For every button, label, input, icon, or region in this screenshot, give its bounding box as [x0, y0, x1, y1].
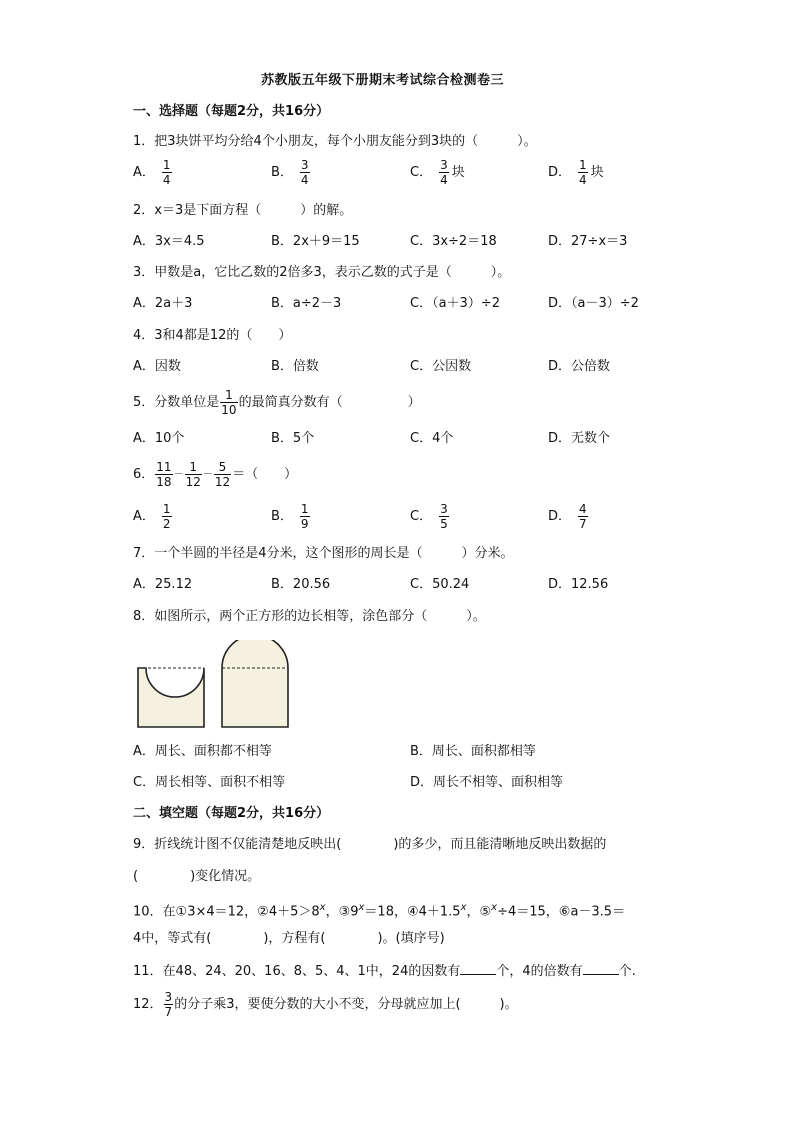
numerator: 3 [164, 990, 173, 1004]
fraction [300, 502, 310, 531]
question-9-line-2: ( )变化情况。 [133, 869, 261, 884]
question-4-option-b[interactable]: B．倍数 [271, 359, 319, 374]
question-4-stem: 4．3和4都是12的（ ） [133, 328, 292, 343]
question-8-figure [135, 640, 295, 730]
numerator: 1 [579, 158, 587, 172]
question-10-line-1 [133, 900, 625, 920]
fraction [155, 460, 172, 489]
question-6-option-b[interactable] [271, 502, 311, 531]
question-1-stem: 1．把3块饼平均分给4个小朋友，每个小朋友能分到3块的（ ）。 [133, 134, 537, 149]
option-label: A． [133, 164, 155, 180]
fraction [164, 990, 174, 1019]
question-6-post: ＝（ ） [232, 466, 298, 482]
option-label: B． [271, 508, 293, 524]
minus-sign: － [202, 468, 213, 480]
question-1-option-d[interactable] [548, 158, 604, 187]
fraction [578, 158, 588, 187]
q11-pre: 11．在48、24、20、16、8、5、4、1中，24的因数有 [133, 964, 461, 979]
q10-part: 10．在①3×4＝12，②4＋5＞8 [133, 904, 320, 920]
question-7-option-c[interactable]: C．50.24 [410, 577, 470, 592]
question-2-option-b[interactable]: B．2x＋9＝15 [271, 234, 360, 249]
section-heading-choice: 一、选择题（每题2分，共16分） [133, 104, 330, 119]
question-7-option-d[interactable]: D．12.56 [548, 577, 609, 592]
denominator: 4 [579, 173, 587, 187]
question-5-option-c[interactable]: C．4个 [410, 431, 454, 446]
section-heading-fill-in: 二、填空题（每题2分，共16分） [133, 806, 330, 821]
option-unit: 块 [590, 164, 604, 180]
q10-part: ，⑤ [466, 904, 492, 920]
denominator: 18 [156, 475, 172, 489]
fraction [162, 502, 172, 531]
denominator: 4 [440, 173, 448, 187]
option-label: C． [410, 508, 433, 524]
variable-x: x [319, 902, 326, 913]
minus-sign: － [173, 468, 184, 480]
question-1-option-c[interactable] [410, 158, 465, 187]
denominator: 5 [440, 517, 448, 531]
question-6-option-c[interactable] [410, 502, 450, 531]
question-7-option-b[interactable]: B．20.56 [271, 577, 331, 592]
fraction [439, 502, 449, 531]
question-4-option-c[interactable]: C．公因数 [410, 359, 472, 374]
variable-x: x [491, 902, 498, 913]
question-4-option-a[interactable]: A．因数 [133, 359, 181, 374]
question-4-option-d[interactable]: D．公倍数 [548, 359, 611, 374]
denominator: 7 [164, 1005, 173, 1019]
question-7-option-a[interactable]: A．25.12 [133, 577, 193, 592]
numerator: 1 [220, 388, 237, 403]
question-2-stem: 2．x＝3是下面方程（ ）的解。 [133, 203, 353, 218]
answer-blank[interactable] [460, 962, 496, 975]
q11-mid: 个，4的倍数有 [496, 964, 583, 979]
q12-post: 的分子乘3，要使分数的大小不变，分母就应加上( )。 [174, 996, 518, 1012]
question-5-post: 的最简真分数有（ ） [238, 394, 421, 410]
question-1-option-b[interactable] [271, 158, 311, 187]
q10-part: ÷4＝15，⑥a－3.5＝ [497, 904, 626, 920]
fraction [185, 460, 202, 489]
option-unit: 块 [451, 164, 465, 180]
shaded-square-with-dome [222, 640, 288, 727]
question-11 [133, 962, 636, 980]
option-label: D． [548, 508, 572, 524]
question-8-option-d[interactable]: D．周长不相等、面积相等 [410, 775, 564, 790]
denominator: 12 [185, 475, 201, 489]
numerator: 1 [300, 502, 309, 516]
question-1-option-a[interactable] [133, 158, 173, 187]
fraction [578, 502, 588, 531]
question-5-option-d[interactable]: D．无数个 [548, 431, 611, 446]
question-2-option-c[interactable]: C．3x÷2＝18 [410, 234, 497, 249]
question-6-option-a[interactable] [133, 502, 173, 531]
question-6-option-d[interactable] [548, 502, 589, 531]
fraction [220, 388, 237, 417]
question-3-option-b[interactable]: B．a÷2－3 [271, 296, 342, 311]
option-label: B． [271, 164, 293, 180]
q12-pre: 12． [133, 996, 163, 1012]
denominator: 4 [162, 173, 171, 187]
numerator: 1 [162, 502, 171, 516]
q10-part: ＝18，④4＋1.5 [364, 904, 461, 920]
shaded-square-with-notch [138, 668, 204, 727]
q10-part: ，③9 [325, 904, 359, 920]
option-label: D． [548, 164, 572, 180]
fraction [300, 158, 310, 187]
denominator: 7 [579, 517, 587, 531]
variable-x: x [358, 902, 365, 913]
numerator: 3 [440, 158, 448, 172]
denominator: 4 [300, 173, 309, 187]
numerator: 3 [440, 502, 448, 516]
question-10-line-2: 4中，等式有( )，方程有( )。(填序号) [133, 931, 445, 946]
q11-post: 个. [618, 964, 636, 979]
answer-blank[interactable] [583, 962, 619, 975]
denominator: 12 [214, 475, 231, 489]
fraction [214, 460, 231, 489]
fraction [439, 158, 449, 187]
question-3-option-c[interactable]: C．（a＋3）÷2 [410, 296, 500, 311]
option-label: A． [133, 508, 155, 524]
question-12 [133, 990, 518, 1019]
question-8-option-b[interactable]: B．周长、面积都相等 [410, 744, 536, 759]
numerator: 1 [162, 158, 171, 172]
question-7-stem: 7．一个半圆的半径是4分米，这个图形的周长是（ ）分米。 [133, 546, 514, 561]
question-8-option-c[interactable]: C．周长相等、面积不相等 [133, 775, 286, 790]
denominator: 2 [162, 517, 171, 531]
question-6-stem [133, 460, 297, 489]
question-3-option-a[interactable]: A．2a＋3 [133, 296, 193, 311]
question-5-stem [133, 388, 421, 417]
numerator: 11 [156, 460, 172, 474]
question-6-pre: 6． [133, 466, 155, 482]
question-2-option-a[interactable]: A．3x＝4.5 [133, 234, 205, 249]
question-3-stem: 3．甲数是a，它比乙数的2倍多3，表示乙数的式子是（ ）。 [133, 265, 511, 280]
question-9-line-1: 9．折线统计图不仅能清楚地反映出( )的多少，而且能清晰地反映出数据的 [133, 837, 607, 852]
fraction [162, 158, 172, 187]
question-5-pre: 5．分数单位是 [133, 394, 220, 410]
denominator: 9 [300, 517, 309, 531]
question-8-option-a[interactable]: A．周长、面积都不相等 [133, 744, 272, 759]
variable-x: x [460, 902, 467, 913]
question-2-option-d[interactable]: D．27÷x＝3 [548, 234, 628, 249]
question-3-option-d[interactable]: D．（a－3）÷2 [548, 296, 639, 311]
numerator: 1 [185, 460, 202, 475]
option-label: C． [410, 164, 433, 180]
numerator: 4 [579, 502, 587, 516]
numerator: 3 [300, 158, 309, 172]
denominator: 10 [221, 403, 237, 417]
question-8-stem: 8．如图所示，两个正方形的边长相等，涂色部分（ ）。 [133, 609, 486, 624]
question-5-option-a[interactable]: A．10个 [133, 431, 185, 446]
question-5-option-b[interactable]: B．5个 [271, 431, 315, 446]
numerator: 5 [214, 460, 231, 475]
page-title: 苏教版五年级下册期末考试综合检测卷三 [261, 73, 505, 88]
